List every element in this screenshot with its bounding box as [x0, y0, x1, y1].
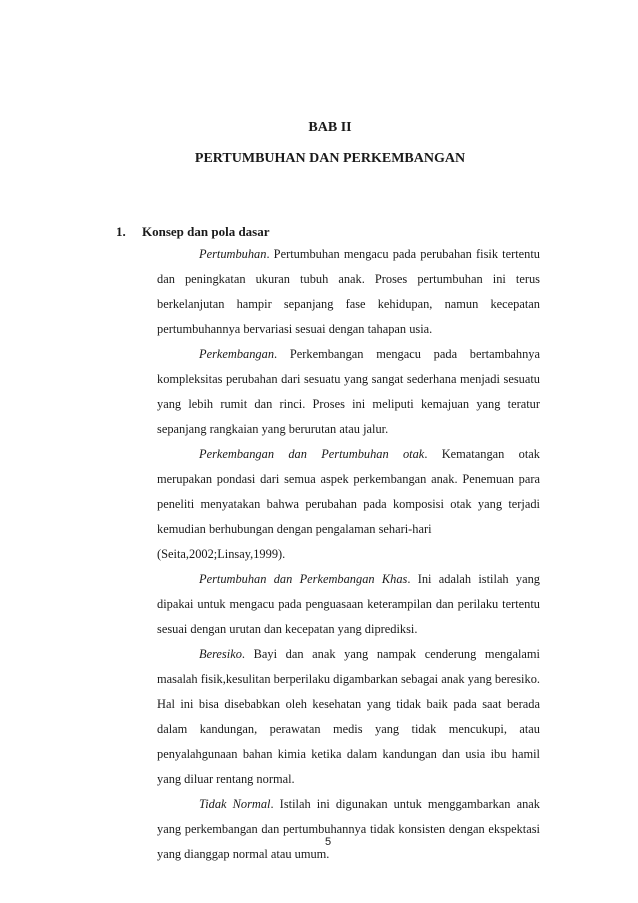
paragraph-perkembangan: [157, 342, 540, 442]
paragraph-tidak-normal: [157, 792, 540, 867]
paragraph-beresiko: [157, 642, 540, 792]
paragraph-text: . Istilah ini digunakan untuk menggambarkan anak yang perkembangan dan pertumbuhannya tidak konsisten dengan ekspektasi yang dianggap normal atau umum.: [157, 797, 540, 861]
term: Tidak Normal: [199, 797, 271, 811]
term: Perkembangan dan Pertumbuhan otak: [199, 447, 425, 461]
paragraph-text: . Ini adalah istilah yang dipakai untuk mengacu pada penguasaan keterampilan dan perilaku tertentu sesuai dengan urutan dan kecepatan yang diprediksi.: [157, 572, 540, 636]
term: Pertumbuhan: [199, 247, 267, 261]
paragraph-citation: [157, 542, 540, 567]
page-number: 5: [324, 836, 332, 848]
paragraph-pertumbuhan: [157, 242, 540, 342]
term: Beresiko: [199, 647, 242, 661]
chapter-title: PERTUMBUHAN DAN PERKEMBANGAN: [194, 151, 466, 166]
paragraph-otak: [157, 442, 540, 542]
paragraph-khas: [157, 567, 540, 642]
paragraph-text: . Perkembangan mengacu pada bertambahnya kompleksitas perubahan dari sesuatu yang sangat sederhana menjadi sesuatu yang lebih rumit dan rinci. Proses ini meliputi kemajuan yang teratur sepanjang rangkaian yang berurutan atau jalur.: [157, 347, 540, 436]
term: Pertumbuhan dan Perkembangan Khas: [199, 572, 408, 586]
paragraph-text: . Kematangan otak merupakan pondasi dari semua aspek perkembangan anak. Penemuan para peneliti menyatakan bahwa perubahan pada komposisi otak yang terjadi kemudian berhubungan dengan pengalaman sehari-hari: [157, 447, 540, 536]
term: Perkembangan: [199, 347, 275, 361]
section-title: Konsep dan pola dasar: [142, 224, 270, 239]
paragraph-text: . Bayi dan anak yang nampak cenderung mengalami masalah fisik,kesulitan berperilaku digambarkan sebagai anak yang beresiko. Hal ini bisa disebabkan oleh kesehatan yang tidak baik pada saat berada dalam kandungan, perawatan medis yang tidak mencukupi, atau penyalahgunaan bahan kimia ketika dalam kandungan dan usia ibu hamil yang diluar rentang normal.: [157, 647, 540, 786]
chapter-heading: BAB II: [308, 120, 352, 135]
section-number: 1.: [116, 224, 126, 239]
citation-text: (Seita,2002;Linsay,1999).: [157, 547, 286, 561]
paragraph-text: . Pertumbuhan mengacu pada perubahan fisik tertentu dan peningkatan ukuran tubuh anak. Proses pertumbuhan ini terus berkelanjutan hampir sepanjang fase kehidupan, namun kecepatan pertumbuhannya bervariasi sesuai dengan tahapan usia.: [157, 247, 540, 336]
section-heading: [116, 224, 270, 240]
body-text: [157, 242, 540, 867]
